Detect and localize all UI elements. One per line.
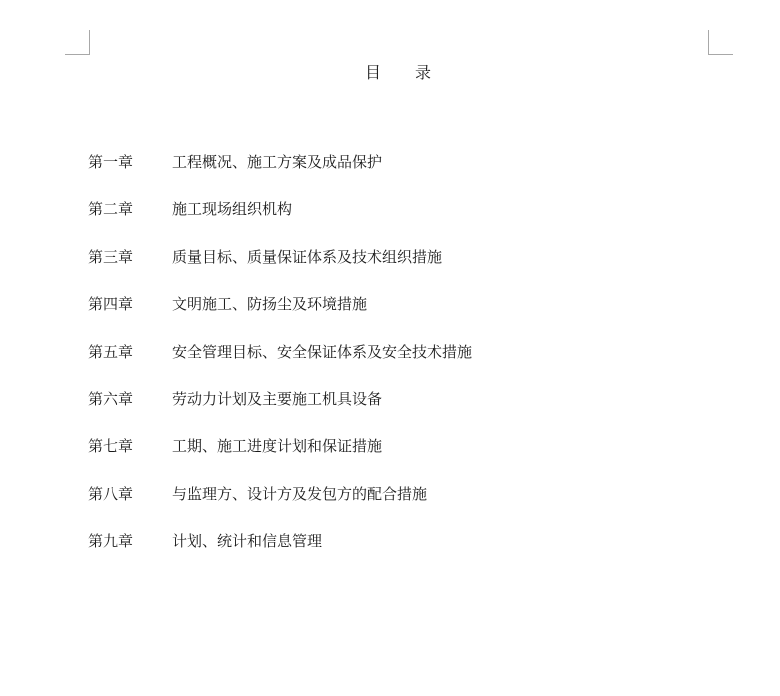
toc-chapter-label: 第八章	[88, 484, 134, 503]
toc-chapter-title: 文明施工、防扬尘及环境措施	[172, 295, 368, 314]
toc-chapter-label: 第三章	[88, 247, 134, 266]
toc-chapter-label: 第一章	[88, 153, 134, 171]
toc-chapter-title: 工期、施工进度计划和保证措施	[172, 437, 383, 456]
toc-chapter-label: 第二章	[88, 200, 134, 219]
toc-title-char-2: 录	[415, 63, 432, 82]
toc-entry-6[interactable]	[88, 389, 472, 436]
toc-chapter-label: 第七章	[88, 437, 134, 456]
toc-title-char-1: 目	[364, 63, 381, 82]
toc-chapter-title: 劳动力计划及主要施工机具设备	[172, 389, 383, 408]
toc-chapter-title: 安全管理目标、安全保证体系及安全技术措施	[172, 342, 473, 361]
toc-entry-1[interactable]	[88, 152, 472, 199]
margin-crop-mark-top-right	[708, 30, 733, 55]
toc-entry-5[interactable]	[88, 342, 472, 389]
toc-chapter-title: 与监理方、设计方及发包方的配合措施	[172, 484, 428, 503]
toc-entry-4[interactable]	[88, 294, 472, 341]
toc-entry-2[interactable]	[88, 199, 472, 246]
toc-chapter-label: 第五章	[88, 342, 134, 361]
toc-chapter-label: 第六章	[88, 389, 134, 408]
toc-entry-3[interactable]	[88, 247, 472, 294]
toc-chapter-title: 质量目标、质量保证体系及技术组织措施	[172, 247, 443, 266]
toc-entry-8[interactable]	[88, 484, 472, 531]
toc-chapter-label: 第九章	[88, 532, 134, 551]
margin-crop-mark-top-left	[65, 30, 90, 55]
toc-chapter-title: 计划、统计和信息管理	[172, 532, 323, 551]
toc-entry-9[interactable]	[88, 531, 472, 578]
toc-list	[88, 152, 472, 579]
toc-chapter-label: 第四章	[88, 295, 134, 314]
toc-title	[0, 60, 780, 83]
toc-entry-7[interactable]	[88, 436, 472, 483]
toc-chapter-title: 工程概况、施工方案及成品保护	[172, 153, 383, 171]
toc-chapter-title: 施工现场组织机构	[172, 200, 293, 219]
